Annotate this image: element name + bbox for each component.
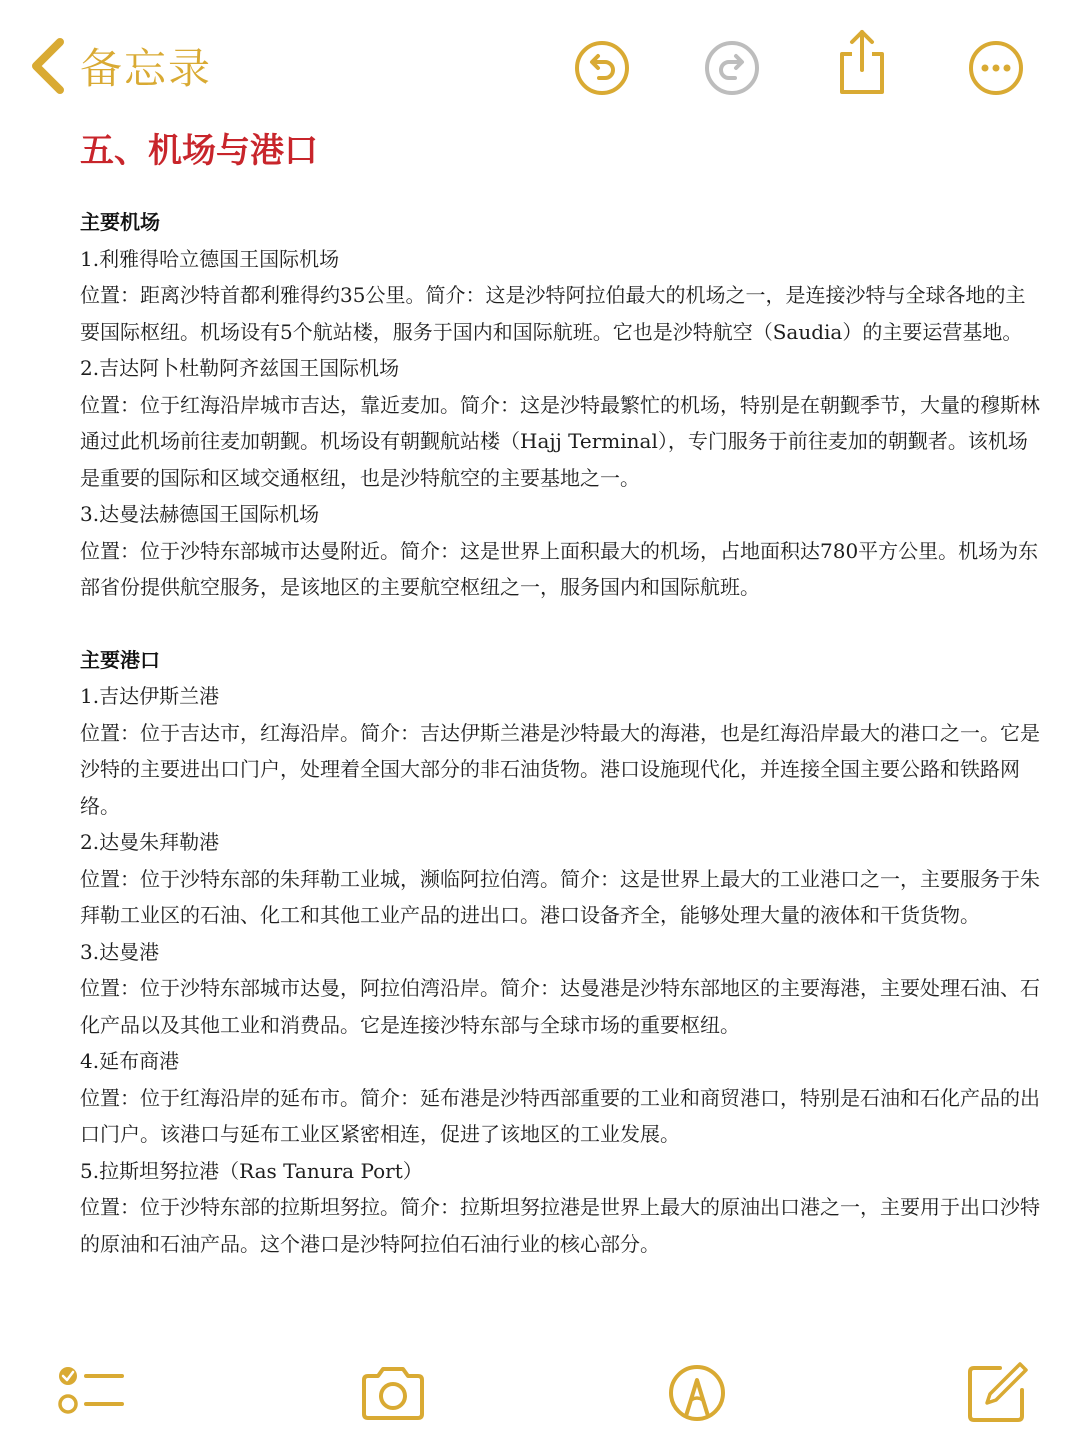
item-desc: 位置：位于沙特东部城市达曼附近。简介：这是世界上面积最大的机场，占地面积达780平方公里。机场为东部省份提供航空服务，是该地区的主要航空枢纽之一，服务国内和国际航班。	[80, 538, 1039, 599]
item-desc: 位置：位于沙特东部的拉斯坦努拉。简介：拉斯坦努拉港是世界上最大的原油出口港之一，主要用于出口沙特的原油和石油产品。这个港口是沙特阿拉伯石油行业的核心部分。	[80, 1195, 1040, 1256]
checklist-button[interactable]	[56, 1358, 126, 1428]
item-desc: 位置：距离沙特首都利雅得约35公里。简介：这是沙特阿拉伯最大的机场之一，是连接沙特与全球各地的主要国际枢纽。机场设有5个航站楼，服务于国内和国际航班。它也是沙特航空（Saudia）的主要运营基地。	[80, 283, 1026, 344]
item-title: 5.拉斯坦努拉港（Ras Tanura Port）	[80, 1158, 423, 1183]
section-ports	[80, 642, 1040, 1263]
item-title: 1.利雅得哈立德国王国际机场	[80, 246, 340, 271]
more-icon	[966, 38, 1026, 98]
item-title: 1.吉达伊斯兰港	[80, 684, 220, 708]
checklist-icon	[56, 1358, 126, 1428]
item-desc: 位置：位于沙特东部的朱拜勒工业城，濒临阿拉伯湾。简介：这是世界上最大的工业港口之一，主要服务于朱拜勒工业区的石油、化工和其他工业产品的进出口。港口设备齐全，能够处理大量的液体和干货货物。	[80, 866, 1040, 927]
bottom-toolbar	[0, 1350, 1080, 1430]
redo-icon	[702, 38, 762, 98]
camera-button[interactable]	[358, 1358, 428, 1428]
undo-icon	[572, 38, 632, 98]
markup-button[interactable]	[662, 1358, 732, 1428]
note-title: 五、机场与港口	[80, 131, 318, 171]
section-airports	[80, 204, 1040, 606]
share-icon	[832, 28, 892, 98]
chevron-left-icon	[30, 38, 66, 94]
section-heading: 主要机场	[80, 210, 160, 234]
item-title: 3.达曼法赫德国王国际机场	[80, 502, 320, 526]
blank-line	[80, 606, 1040, 642]
item-desc: 位置：位于红海沿岸城市吉达，靠近麦加。简介：这是沙特最繁忙的机场，特别是在朝觐季节，大量的穆斯林通过此机场前往麦加朝觐。机场设有朝觐航站楼（Hajj Terminal），专门服务于前往麦加的朝觐者。该机场是重要的国际和区域交通枢纽，也是沙特航空的主要基地之一。	[80, 392, 1040, 490]
section-heading: 主要港口	[80, 647, 160, 672]
item-title: 2.达曼朱拜勒港	[80, 830, 220, 854]
top-toolbar	[0, 0, 1080, 120]
share-button[interactable]	[832, 28, 892, 98]
back-label: 备忘录	[80, 44, 213, 93]
compose-button[interactable]	[962, 1358, 1032, 1428]
undo-button[interactable]	[572, 38, 632, 98]
note-body[interactable]	[80, 126, 1040, 1262]
more-button[interactable]	[966, 38, 1026, 98]
item-title: 2.吉达阿卜杜勒阿齐兹国王国际机场	[80, 356, 400, 380]
item-title: 4.延布商港	[80, 1049, 180, 1073]
redo-button[interactable]	[702, 38, 762, 98]
markup-icon	[662, 1358, 732, 1428]
item-desc: 位置：位于红海沿岸的延布市。简介：延布港是沙特西部重要的工业和商贸港口，特别是石油和石化产品的出口门户。该港口与延布工业区紧密相连，促进了该地区的工业发展。	[80, 1085, 1040, 1146]
item-desc: 位置：位于吉达市，红海沿岸。简介：吉达伊斯兰港是沙特最大的海港，也是红海沿岸最大的港口之一。它是沙特的主要进出口门户，处理着全国大部分的非石油货物。港口设施现代化，并连接全国主要公路和铁路网络。	[80, 720, 1040, 818]
camera-icon	[358, 1358, 428, 1428]
back-button[interactable]	[30, 34, 212, 98]
item-title: 3.达曼港	[80, 939, 160, 964]
compose-icon	[962, 1358, 1032, 1428]
item-desc: 位置：位于沙特东部城市达曼，阿拉伯湾沿岸。简介：达曼港是沙特东部地区的主要海港，主要处理石油、石化产品以及其他工业和消费品。它是连接沙特东部与全球市场的重要枢纽。	[80, 976, 1040, 1037]
